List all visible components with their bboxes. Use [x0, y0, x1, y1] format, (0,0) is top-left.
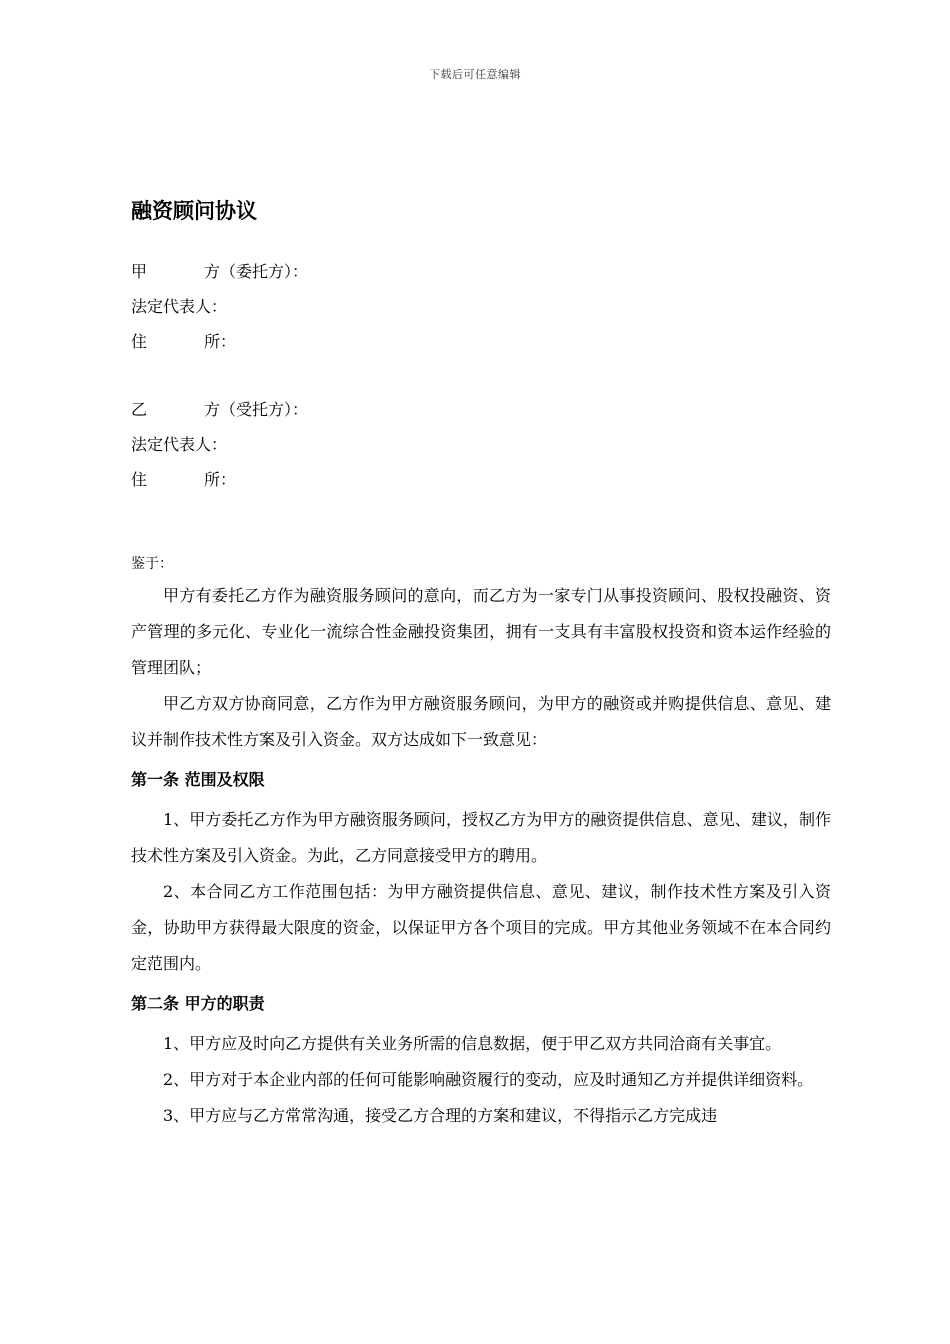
article-title: 第一条 范围及权限: [131, 770, 265, 789]
party-b-label-left: 乙: [131, 400, 148, 419]
document-title: 融资顾问协议: [131, 199, 257, 223]
party-b-representative: 法定代表人：: [131, 435, 228, 454]
party-b-address-right: 所：: [204, 470, 237, 489]
party-b-label-right: 方（受托方）：: [204, 400, 309, 419]
party-b-address-line: [131, 462, 831, 497]
article-paragraph: 1、甲方应及时向乙方提供有关业务所需的信息数据，便于甲乙双方共同洽商有关事宜。: [163, 1034, 782, 1053]
article-paragraph: 3、甲方应与乙方常常沟通，接受乙方合理的方案和建议，不得指示乙方完成违: [163, 1106, 718, 1125]
party-a-address-left: 住: [131, 332, 148, 351]
party-b-line: [131, 392, 831, 427]
preamble-paragraph: 甲方有委托乙方作为融资服务顾问的意向，而乙方为一家专门从事投资顾问、股权投融资、资产管理的多元化、专业化一流综合性金融投资集团，拥有一支具有丰富股权投资和资本运作经验的管理团队；: [131, 586, 831, 677]
document-body: [131, 196, 831, 1134]
party-a-address-right: 所：: [204, 332, 237, 351]
article-paragraph: 2、本合同乙方工作范围包括：为甲方融资提供信息、意见、建议，制作技术性方案及引入资金，协助甲方获得最大限度的资金，以保证甲方各个项目的完成。甲方其他业务领域不在本合同约定范围内。: [131, 882, 831, 973]
article-paragraph: 2、甲方对于本企业内部的任何可能影响融资履行的变动，应及时通知乙方并提供详细资料。: [163, 1070, 814, 1089]
preamble-label: 鉴于：: [131, 556, 173, 572]
party-b-address-left: 住: [131, 470, 148, 489]
party-a-block: [131, 254, 831, 359]
article-title: 第二条 甲方的职责: [131, 994, 265, 1013]
article-paragraph: 1、甲方委托乙方作为甲方融资服务顾问，授权乙方为甲方的融资提供信息、意见、建议，制作技术性方案及引入资金。为此，乙方同意接受甲方的聘用。: [131, 810, 831, 865]
preamble-paragraph: 甲乙方双方协商同意，乙方作为甲方融资服务顾问，为甲方的融资或并购提供信息、意见、建议并制作技术性方案及引入资金。双方达成如下一致意见：: [131, 694, 831, 749]
party-a-label-right: 方（委托方）：: [204, 262, 309, 281]
party-a-line: [131, 254, 831, 289]
party-a-address-line: [131, 324, 831, 359]
page-header-note: 下载后可任意编辑: [429, 68, 521, 81]
party-a-representative: 法定代表人：: [131, 297, 228, 316]
party-a-label-left: 甲: [131, 262, 148, 281]
party-b-block: [131, 392, 831, 497]
